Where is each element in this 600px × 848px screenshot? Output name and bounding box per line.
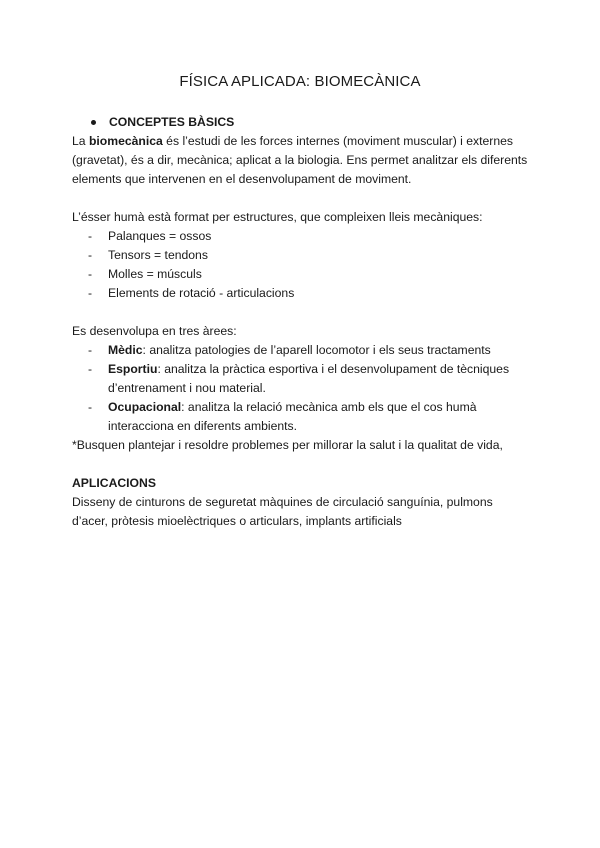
section-heading-label: CONCEPTES BÀSICS: [109, 115, 235, 129]
area-name: Esportiu: [108, 362, 158, 376]
section-heading-aplicacions: APLICACIONS: [72, 476, 156, 490]
footnote: *Busquen plantejar i resoldre problemes per millorar la salut i la qualitat de vida,: [72, 438, 503, 452]
areas-intro: Es desenvolupa en tres àrees:: [72, 324, 237, 338]
list-item: [72, 360, 528, 398]
area-desc: : analitza la pràctica esportiva i el desenvolupament de tècniques d’entrenament i nou material.: [108, 362, 510, 395]
list-item: - Tensors = tendons: [72, 246, 528, 265]
applications-paragraph: Disseny de cinturons de seguretat màquines de circulació sanguínia, pulmons d’acer, pròtesis mioelèctriques o articulars, implants artificials: [72, 495, 493, 528]
intro-pre: La: [72, 134, 89, 148]
area-name: Mèdic: [108, 343, 143, 357]
area-name: Ocupacional: [108, 400, 182, 414]
structures-list: [72, 227, 528, 303]
area-desc: : analitza patologies de l’aparell locomotor i els seus tractaments: [142, 343, 491, 357]
area-desc: : analitza la relació mecànica amb els que el cos humà interacciona en diferents ambients.: [108, 400, 477, 433]
section-heading-conceptes: [72, 113, 528, 132]
structures-intro: L’ésser humà està format per estructures, que compleixen lleis mecàniques:: [72, 210, 483, 224]
list-item: - Molles = músculs: [72, 265, 528, 284]
list-item: [72, 341, 528, 360]
intro-term: biomecànica: [88, 134, 163, 148]
list-item: - Elements de rotació - articulacions: [72, 284, 528, 303]
list-item: [72, 398, 528, 436]
page-title: FÍSICA APLICADA: BIOMECÀNICA: [179, 73, 421, 90]
areas-list: [72, 341, 528, 436]
bullet-icon: [91, 120, 96, 125]
intro-paragraph: [72, 132, 528, 189]
list-item: - Palanques = ossos: [72, 227, 528, 246]
intro-post: és l’estudi de les forces internes (moviment muscular) i externes (gravetat), és a dir, mecànica; aplicat a la biologia. Ens permet analitzar els diferents elements que intervenen en el desenvolupament de moviment.: [72, 134, 528, 186]
